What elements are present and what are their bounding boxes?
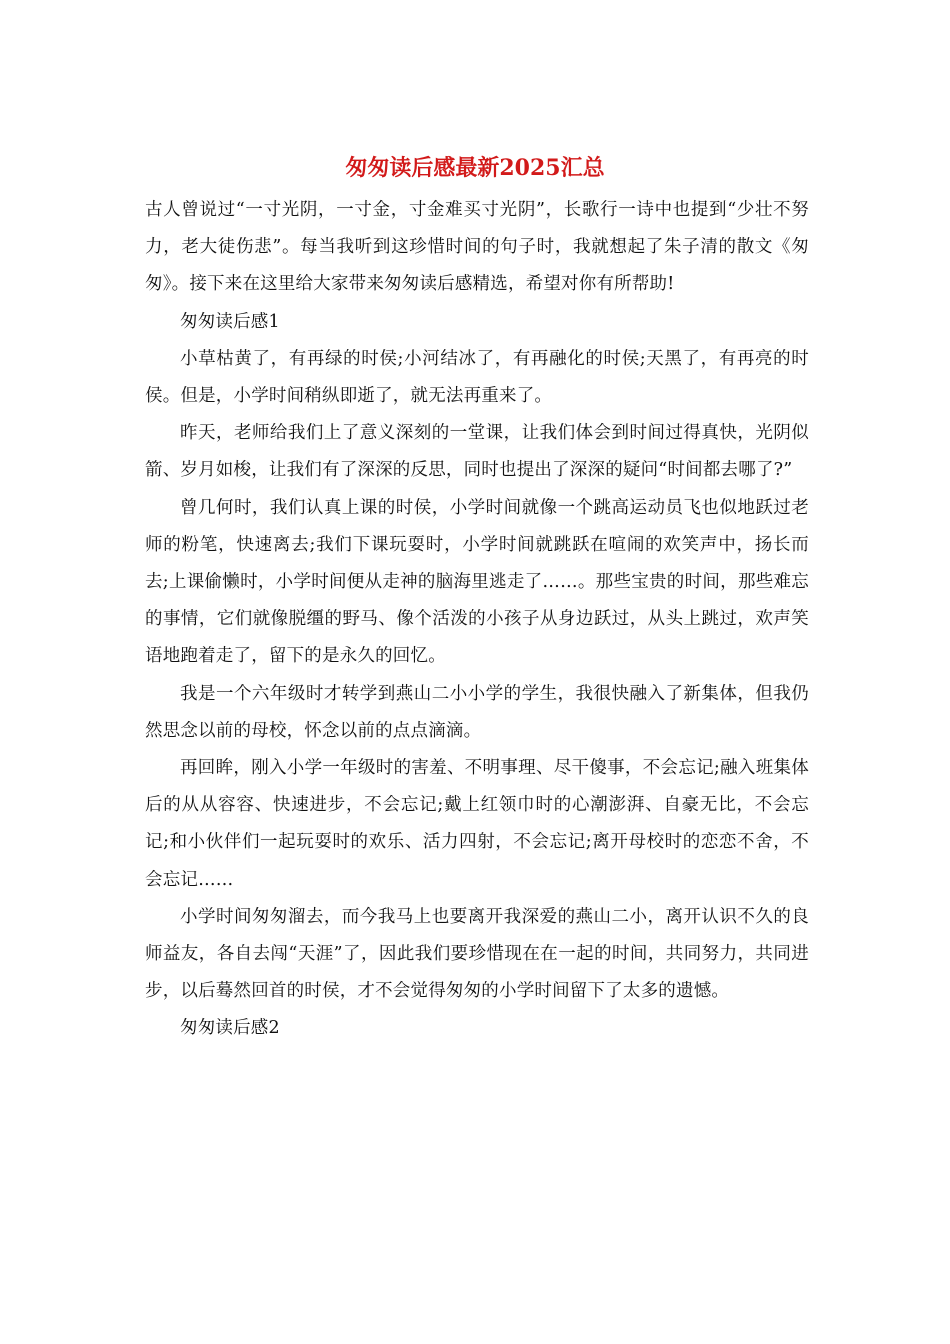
body-paragraph: 昨天，老师给我们上了意义深刻的一堂课，让我们体会到时间过得真快，光阴似箭、岁月如梭，让我们有了深深的反思，同时也提出了深深的疑问“时间都去哪了?” xyxy=(145,423,809,481)
section-heading-2: 匆匆读后感2 xyxy=(180,1018,280,1039)
body-paragraph: 曾几何时，我们认真上课的时侯，小学时间就像一个跳高运动员飞也似地跃过老师的粉笔，快速离去;我们下课玩耍时，小学时间就跳跃在喧闹的欢笑声中，扬长而去;上课偷懒时，小学时间便从走神的脑海里逃走了……。那些宝贵的时间，那些难忘的事情，它们就像脱缰的野马、像个活泼的小孩子从身边跃过，从头上跳过，欢声笑语地跑着走了，留下的是永久的回忆。 xyxy=(145,497,809,667)
body-paragraph: 再回眸，刚入小学一年级时的害羞、不明事理、尽干傻事，不会忘记;融入班集体后的从从容容、快速进步，不会忘记;戴上红领巾时的心潮澎湃、自豪无比，不会忘记;和小伙伴们一起玩耍时的欢乐、活力四射，不会忘记;离开母校时的恋恋不舍，不会忘记…… xyxy=(145,758,809,890)
document-body xyxy=(145,192,809,1048)
body-paragraph: 我是一个六年级时才转学到燕山二小小学的学生，我很快融入了新集体，但我仍然思念以前的母校，怀念以前的点点滴滴。 xyxy=(145,683,809,741)
intro-paragraph: 古人曾说过“一寸光阴，一寸金，寸金难买寸光阴”，长歌行一诗中也提到“少壮不努力，老大徒伤悲”。每当我听到这珍惜时间的句子时，我就想起了朱子清的散文《匆匆》。接下来在这里给大家带来匆匆读后感精选，希望对你有所帮助! xyxy=(145,200,809,295)
body-paragraph: 小学时间匆匆溜去，而今我马上也要离开我深爱的燕山二小，离开认识不久的良师益友，各自去闯“天涯”了，因此我们要珍惜现在在一起的时间，共同努力，共同进步，以后蓦然回首的时侯，才不会觉得匆匆的小学时间留下了太多的遗憾。 xyxy=(145,906,809,1002)
body-paragraph: 小草枯黄了，有再绿的时侯;小河结冰了，有再融化的时侯;天黑了，有再亮的时侯。但是，小学时间稍纵即逝了，就无法再重来了。 xyxy=(145,348,809,407)
document-title: 匆匆读后感最新2025汇总 xyxy=(345,155,605,181)
section-heading-1: 匆匆读后感1 xyxy=(180,311,280,332)
